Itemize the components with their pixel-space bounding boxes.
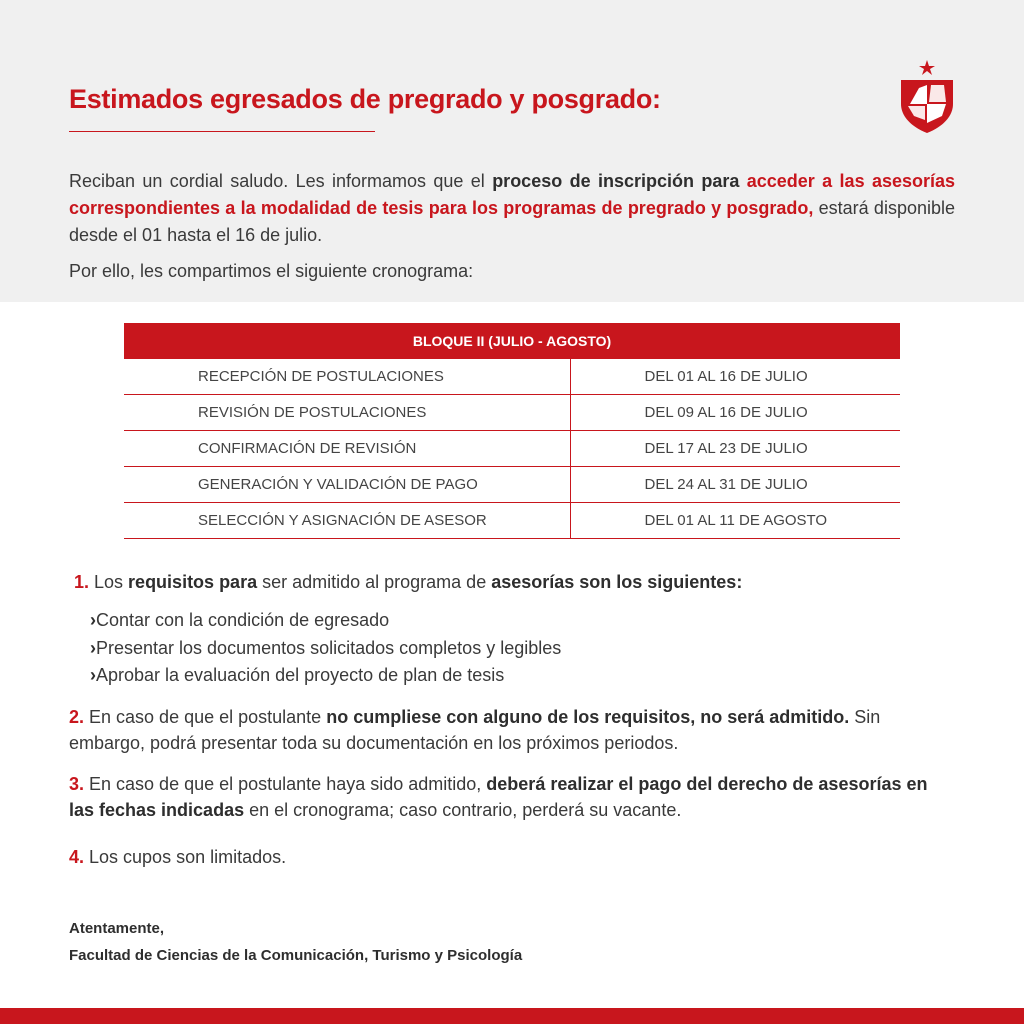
table-row bbox=[124, 431, 900, 467]
schedule-intro: Por ello, les compartimos el siguiente cronograma: bbox=[69, 261, 474, 281]
table-row bbox=[124, 503, 900, 539]
activity-cell: REVISIÓN DE POSTULACIONES bbox=[124, 395, 570, 431]
dates-cell: DEL 09 AL 16 DE JULIO bbox=[570, 395, 900, 431]
table-row bbox=[124, 359, 900, 395]
dates-cell: DEL 24 AL 31 DE JULIO bbox=[570, 467, 900, 503]
shield-crest-icon bbox=[898, 58, 956, 134]
dates-cell: DEL 01 AL 11 DE AGOSTO bbox=[570, 503, 900, 539]
chevron-right-icon: › bbox=[90, 637, 96, 658]
activity-cell: SELECCIÓN Y ASIGNACIÓN DE ASESOR bbox=[124, 503, 570, 539]
list-item: ›Contar con la condición de egresado bbox=[90, 610, 390, 630]
intro-paragraph: Reciban un cordial saludo. Les informamos que el proceso de inscripción para acceder a las asesorías correspondientes a la modalidad de tesis para los programas de pregrado y posgrado, estará disponible desde el 01 hasta el 16 de julio. bbox=[69, 171, 956, 245]
footer-bar bbox=[0, 1008, 1024, 1024]
crest-star-icon bbox=[919, 60, 935, 75]
list-item: ›Aprobar la evaluación del proyecto de plan de tesis bbox=[90, 665, 505, 685]
section-2-not-admitted: 2. En caso de que el postulante no cumpliese con alguno de los requisitos, no será admitido. Sin embargo, podrá presentar toda su documentación en los próximos periodos. bbox=[69, 707, 881, 753]
header-band bbox=[0, 0, 1024, 302]
table-row bbox=[124, 467, 900, 503]
title-underline bbox=[69, 131, 375, 132]
section-4-limited: 4. Los cupos son limitados. bbox=[69, 847, 287, 867]
activity-cell: GENERACIÓN Y VALIDACIÓN DE PAGO bbox=[124, 467, 570, 503]
page-title: Estimados egresados de pregrado y posgrado: bbox=[69, 84, 661, 114]
chevron-right-icon: › bbox=[90, 665, 96, 685]
requirements-list bbox=[90, 607, 561, 690]
list-item: ›Presentar los documentos solicitados completos y legibles bbox=[90, 637, 562, 658]
schedule-header: BLOQUE II (JULIO - AGOSTO) bbox=[124, 323, 900, 359]
dates-cell: DEL 17 AL 23 DE JULIO bbox=[570, 431, 900, 467]
chevron-right-icon: › bbox=[90, 610, 96, 630]
schedule-table bbox=[124, 323, 900, 539]
dates-cell: DEL 01 AL 16 DE JULIO bbox=[570, 359, 900, 395]
section-1-requirements: 1. Los requisitos para ser admitido al programa de asesorías son los siguientes: bbox=[74, 572, 743, 592]
activity-cell: RECEPCIÓN DE POSTULACIONES bbox=[124, 359, 570, 395]
table-row bbox=[124, 395, 900, 431]
section-3-payment: 3. En caso de que el postulante haya sido admitido, deberá realizar el pago del derecho de asesorías en las fechas indicadas en el cronograma; caso contrario, perderá su vacante. bbox=[69, 774, 928, 820]
signature: Atentamente, Facultad de Ciencias de la Comunicación, Turismo y Psicología bbox=[69, 920, 523, 964]
activity-cell: CONFIRMACIÓN DE REVISIÓN bbox=[124, 431, 570, 467]
